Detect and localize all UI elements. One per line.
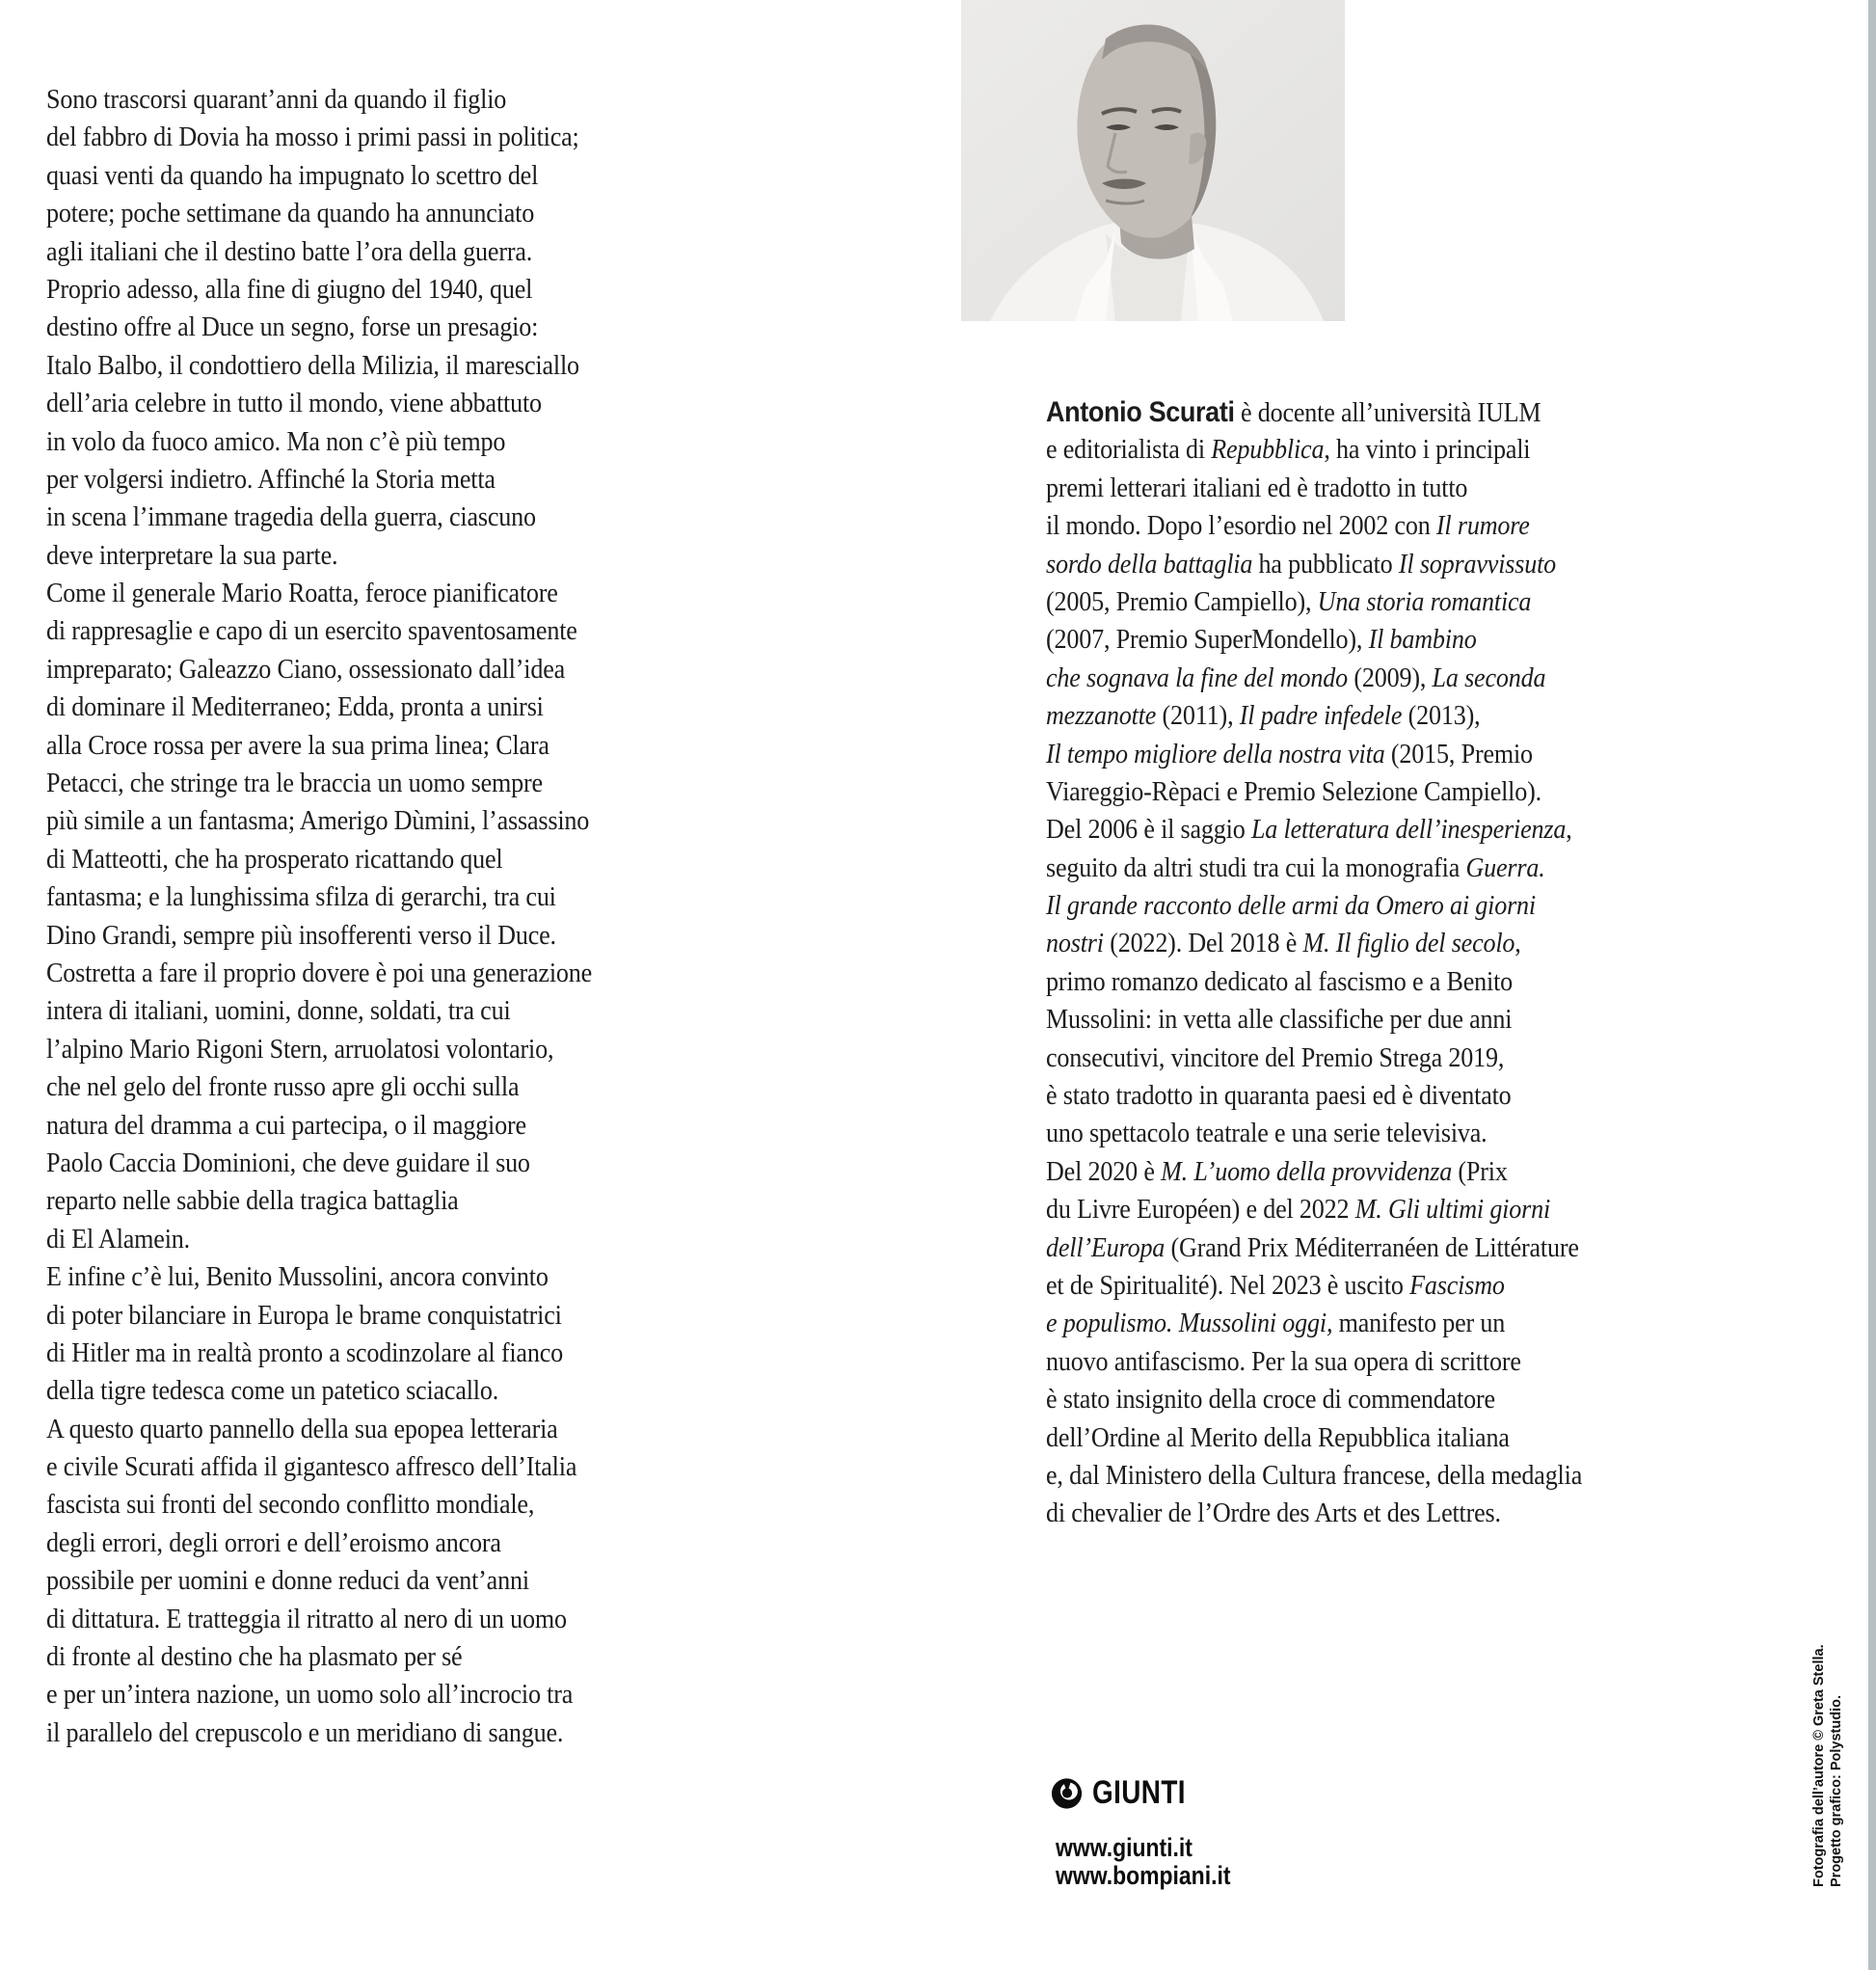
bio-text-segment: primo romanzo dedicato al fascismo e a Benito: [1046, 965, 1514, 997]
bio-text-segment: ha pubblicato: [1252, 548, 1399, 580]
text-line: possibile per uomini e donne reduci da vent’anni: [46, 1565, 529, 1597]
bio-text-segment: Il tempo migliore della nostra vita: [1046, 738, 1385, 769]
bio-text-segment: il mondo. Dopo l’esordio nel 2002 con: [1046, 510, 1436, 542]
publisher-wordmark: GIUNTI: [1092, 1774, 1186, 1811]
text-line: [1046, 1153, 1582, 1191]
text-line: [1046, 1229, 1582, 1267]
publisher-logo: [1051, 1774, 1206, 1812]
text-line: Paolo Caccia Dominioni, che deve guidare il suo: [46, 1147, 530, 1178]
photo-credit: Fotografia dell’autore © Greta Stella.: [1811, 1644, 1827, 1887]
text-line: [1046, 811, 1582, 849]
text-line: [1046, 850, 1582, 887]
bio-text-segment: Il rumore: [1435, 510, 1530, 542]
text-line: [1046, 431, 1582, 469]
text-line: che nel gelo del fronte russo apre gli occhi sulla: [46, 1071, 520, 1103]
text-line: agli italiani che il destino batte l’ora della guerra.: [46, 235, 533, 267]
text-line: Petacci, che stringe tra le braccia un uomo sempre: [46, 768, 543, 799]
bio-text-segment: uno spettacolo teatrale e una serie televisiva.: [1046, 1118, 1487, 1149]
text-line: [1046, 660, 1582, 697]
text-line: [1046, 1419, 1582, 1457]
bio-text-segment: consecutivi, vincitore del Premio Strega 2019,: [1046, 1041, 1505, 1073]
text-line: più simile a un fantasma; Amerigo Dùmini, l’assassino: [46, 805, 590, 837]
text-line: potere; poche settimane da quando ha annunciato: [46, 198, 535, 229]
bio-text-segment: M. Gli ultimi giorni: [1354, 1194, 1551, 1226]
text-line: in volo da fuoco amico. Ma non c’è più tempo: [46, 425, 506, 457]
bio-text-segment: è stato insignito della croce di commendatore: [1046, 1384, 1495, 1416]
text-line: [1046, 1381, 1582, 1418]
text-line: Dino Grandi, sempre più insofferenti verso il Duce.: [46, 919, 556, 951]
bio-text-segment: e populismo. Mussolini oggi,: [1046, 1308, 1333, 1339]
bio-text-segment: Il padre infedele: [1239, 700, 1403, 732]
text-line: [1046, 470, 1582, 507]
bio-text-segment: , ha vinto i principali: [1324, 434, 1531, 466]
bio-text-segment: M. Il figlio del secolo: [1302, 928, 1515, 959]
bio-text-segment: che sognava la fine del mondo: [1046, 661, 1348, 693]
bio-text-segment: Viareggio-Rèpaci e Premio Selezione Campiello).: [1046, 775, 1541, 807]
bio-text-segment: (2005, Premio Campiello),: [1046, 585, 1318, 617]
bio-text-segment: nuovo antifascismo. Per la sua opera di scrittore: [1046, 1345, 1521, 1377]
bio-text-segment: Guerra.: [1465, 851, 1545, 883]
bio-text-segment: dell’Ordine al Merito della Repubblica italiana: [1046, 1421, 1510, 1453]
text-line: impreparato; Galeazzo Ciano, ossessionato dall’idea: [46, 653, 566, 685]
bio-text-segment: La letteratura dell’inesperienza: [1250, 814, 1567, 846]
bio-text-segment: (2015, Premio: [1384, 738, 1533, 769]
text-line: [1046, 1457, 1582, 1495]
text-line: fascista sui fronti del secondo conflitto mondiale,: [46, 1489, 535, 1521]
text-line: per volgersi indietro. Affinché la Storia metta: [46, 463, 496, 495]
text-line: della tigre tedesca come un patetico sciacallo.: [46, 1375, 499, 1407]
bio-text-segment: manifesto per un: [1332, 1308, 1506, 1339]
website-giunti: www.giunti.it: [1056, 1833, 1193, 1862]
bio-text-segment: ,: [1514, 928, 1521, 959]
bio-text-segment: Repubblica: [1211, 434, 1325, 466]
text-line: E infine c’è lui, Benito Mussolini, ancora convinto: [46, 1261, 549, 1293]
text-line: [1046, 963, 1582, 1001]
bio-text-segment: et de Spiritualité). Nel 2023 è uscito: [1046, 1269, 1410, 1301]
text-line: deve interpretare la sua parte.: [46, 539, 338, 571]
text-line: [1046, 1001, 1582, 1039]
flap-fold-edge: [1868, 0, 1876, 1970]
book-flap-description: [46, 81, 592, 1752]
giunti-roundel-icon: [1051, 1777, 1084, 1810]
bio-text-segment: du Livre Européen) e del 2022: [1046, 1194, 1355, 1226]
text-line: [1046, 1305, 1582, 1342]
bio-text-segment: (2011),: [1156, 700, 1240, 732]
text-line: degli errori, degli orrori e dell’eroismo ancora: [46, 1526, 501, 1558]
text-line: dell’aria celebre in tutto il mondo, viene abbattuto: [46, 388, 542, 419]
text-line: e per un’intera nazione, un uomo solo all’incrocio tra: [46, 1679, 574, 1711]
text-line: di dominare il Mediterraneo; Edda, pronta a unirsi: [46, 691, 544, 723]
bio-text-segment: Mussolini: in vetta alle classifiche per due anni: [1046, 1004, 1513, 1036]
bio-text-segment: (2013),: [1402, 700, 1481, 732]
bio-text-segment: (2007, Premio SuperMondello),: [1046, 624, 1369, 656]
bio-text-segment: Il bambino: [1368, 624, 1477, 656]
bio-text-segment: nostri: [1046, 928, 1104, 959]
text-line: [1046, 1495, 1582, 1532]
text-line: [1046, 1077, 1582, 1115]
text-line: [1046, 773, 1582, 811]
text-line: [1046, 887, 1582, 925]
design-credit: Progetto grafico: Polystudio.: [1828, 1695, 1844, 1887]
text-line: A questo quarto pannello della sua epopea letteraria: [46, 1413, 558, 1444]
author-bio: [1046, 393, 1582, 1533]
bio-text-segment: seguito da altri studi tra cui la monografia: [1046, 851, 1466, 883]
text-line: [1046, 736, 1582, 773]
text-line: alla Croce rossa per avere la sua prima linea; Clara: [46, 729, 549, 761]
bio-text-segment: è docente all’università IULM: [1234, 397, 1541, 428]
text-line: [1046, 1267, 1582, 1305]
author-name: Antonio Scurati: [1046, 396, 1235, 428]
text-line: [1046, 621, 1582, 659]
text-line: Come il generale Mario Roatta, feroce pianificatore: [46, 578, 558, 609]
bio-text-segment: Il sopravvissuto: [1398, 548, 1557, 580]
bio-text-segment: La seconda: [1432, 661, 1546, 693]
text-line: Costretta a fare il proprio dovere è poi una generazione: [46, 957, 593, 988]
author-portrait-illustration: [961, 0, 1345, 321]
text-line: [1046, 546, 1582, 583]
text-line: Proprio adesso, alla fine di giugno del 1940, quel: [46, 273, 533, 305]
bio-text-segment: (2022). Del 2018 è: [1103, 928, 1303, 959]
text-line: intera di italiani, uomini, donne, soldati, tra cui: [46, 995, 511, 1027]
text-line: natura del dramma a cui partecipa, o il maggiore: [46, 1109, 526, 1141]
text-line: destino offre al Duce un segno, forse un presagio:: [46, 311, 539, 343]
text-line: in scena l’immane tragedia della guerra, ciascuno: [46, 501, 536, 533]
text-line: Italo Balbo, il condottiero della Milizia, il maresciallo: [46, 349, 579, 381]
text-line: l’alpino Mario Rigoni Stern, arruolatosi volontario,: [46, 1033, 554, 1065]
text-line: di rappresaglie e capo di un esercito spaventosamente: [46, 615, 577, 647]
text-line: [1046, 1039, 1582, 1077]
bio-text-segment: dell’Europa: [1046, 1231, 1166, 1263]
bio-text-segment: Del 2020 è: [1046, 1155, 1162, 1187]
bio-text-segment: M. L’uomo della provvidenza: [1161, 1155, 1453, 1187]
text-line: il parallelo del crepuscolo e un meridiano di sangue.: [46, 1716, 564, 1748]
text-line: [1046, 393, 1582, 431]
text-line: [1046, 1343, 1582, 1381]
bio-text-segment: (Grand Prix Méditerranéen de Littérature: [1165, 1231, 1579, 1263]
text-line: [1046, 507, 1582, 545]
bio-text-segment: Il grande racconto delle armi da Omero ai giorni: [1046, 890, 1536, 922]
bio-text-segment: (2009),: [1347, 661, 1433, 693]
text-line: del fabbro di Dovia ha mosso i primi passi in politica;: [46, 121, 579, 153]
text-line: [1046, 697, 1582, 735]
text-line: di Hitler ma in realtà pronto a scodinzolare al fianco: [46, 1336, 563, 1368]
bio-text-segment: è stato tradotto in quaranta paesi ed è diventato: [1046, 1080, 1512, 1112]
text-line: [1046, 1191, 1582, 1228]
website-bompiani: www.bompiani.it: [1056, 1860, 1231, 1890]
text-line: di Matteotti, che ha prosperato ricattando quel: [46, 843, 503, 875]
jacket-credits: [1811, 1644, 1845, 1887]
text-line: di El Alamein.: [46, 1223, 190, 1255]
author-photo: [961, 0, 1345, 321]
text-line: reparto nelle sabbie della tragica battaglia: [46, 1185, 459, 1217]
bio-text-segment: e, dal Ministero della Cultura francese, della medaglia: [1046, 1459, 1583, 1491]
publisher-websites: [1056, 1834, 1230, 1889]
text-line: di dittatura. E tratteggia il ritratto al nero di un uomo: [46, 1603, 567, 1634]
bio-text-segment: Fascismo: [1409, 1269, 1505, 1301]
bio-text-segment: premi letterari italiani ed è tradotto in tutto: [1046, 472, 1468, 503]
bio-text-segment: Una storia romantica: [1317, 585, 1532, 617]
bio-text-segment: di chevalier de l’Ordre des Arts et des Lettres.: [1046, 1498, 1501, 1529]
text-line: [1046, 925, 1582, 962]
bio-text-segment: mezzanotte: [1046, 700, 1157, 732]
text-line: di fronte al destino che ha plasmato per sé: [46, 1641, 463, 1673]
text-line: Sono trascorsi quarant’anni da quando il figlio: [46, 84, 507, 115]
bio-text-segment: ,: [1566, 814, 1572, 846]
bio-text-segment: (Prix: [1452, 1155, 1508, 1187]
text-line: fantasma; e la lunghissima sfilza di gerarchi, tra cui: [46, 881, 556, 913]
bio-text-segment: sordo della battaglia: [1046, 548, 1253, 580]
bio-text-segment: e editorialista di: [1046, 434, 1212, 466]
text-line: e civile Scurati affida il gigantesco affresco dell’Italia: [46, 1451, 577, 1483]
text-line: quasi venti da quando ha impugnato lo scettro del: [46, 159, 539, 191]
text-line: [1046, 1115, 1582, 1152]
text-line: di poter bilanciare in Europa le brame conquistatrici: [46, 1299, 562, 1331]
bio-text-segment: Del 2006 è il saggio: [1046, 814, 1251, 846]
text-line: [1046, 583, 1582, 621]
